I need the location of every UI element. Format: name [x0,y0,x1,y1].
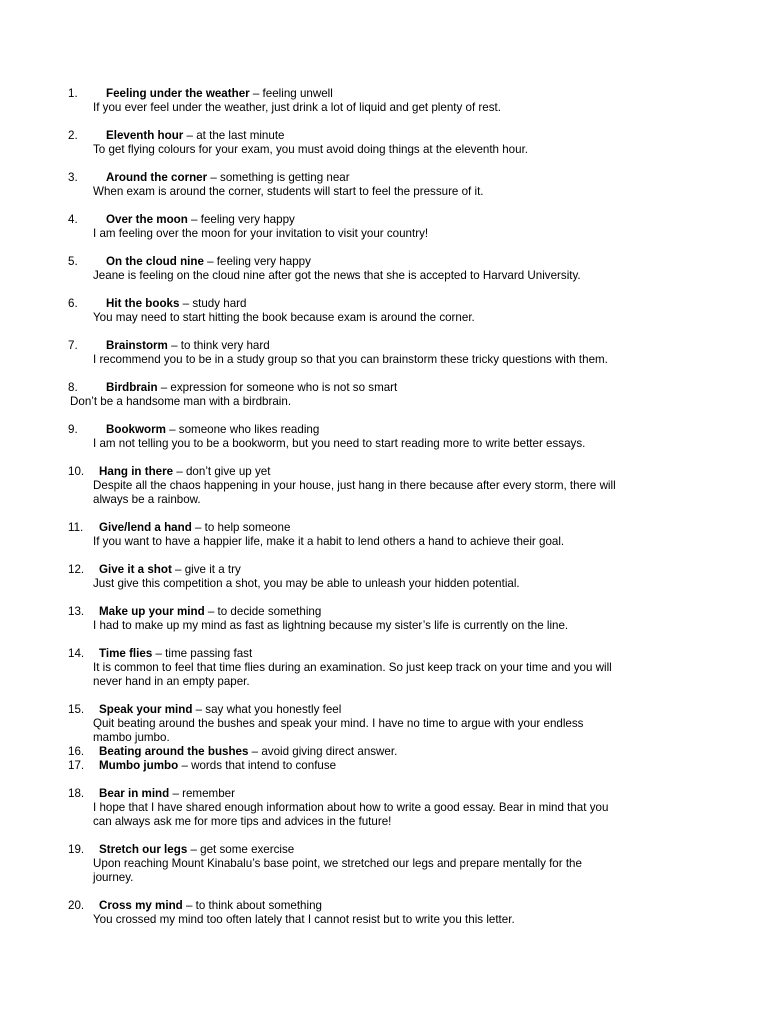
example-sentence: You may need to start hitting the book because exam is around the corner. [93,311,475,324]
example-sentence: If you want to have a happier life, make it a habit to lend others a hand to achieve their goal. [93,535,565,548]
item-heading [99,465,270,479]
item-number: 17. [68,759,85,772]
item-number: 2. [68,129,78,142]
idiom-definition: – feeling very happy [203,255,311,268]
idiom-definition: – to help someone [191,521,291,534]
example-sentence: If you ever feel under the weather, just drink a lot of liquid and get plenty of rest. [93,101,501,114]
item-heading [99,521,290,535]
item-number: 1. [68,87,78,100]
item-number: 10. [68,465,85,478]
item-heading [106,213,295,227]
idiom-definition: – feeling unwell [249,87,333,100]
idiom-term: Hit the books [106,297,180,310]
example-sentence: I am feeling over the moon for your invitation to visit your country! [93,227,429,240]
idiom-term: Give it a shot [99,563,172,576]
idiom-definition: – avoid giving direct answer. [248,745,398,758]
item-heading [99,843,294,857]
item-heading [99,563,241,577]
item-number: 18. [68,787,85,800]
example-sentence: When exam is around the corner, students will start to feel the pressure of it. [93,185,484,198]
item-number: 4. [68,213,78,226]
idiom-term: Cross my mind [99,899,183,912]
idiom-term: Bear in mind [99,787,170,800]
idiom-definition: – remember [169,787,235,800]
item-heading [106,423,319,437]
item-heading [106,87,333,101]
item-number: 13. [68,605,85,618]
example-sentence: I am not telling you to be a bookworm, but you need to start reading more to write better essays. [93,437,586,450]
item-number: 6. [68,297,78,310]
idiom-definition: – give it a try [171,563,241,576]
item-heading [106,255,311,269]
idiom-definition: – words that intend to confuse [178,759,337,772]
item-heading [99,787,235,801]
idiom-term: Birdbrain [106,381,158,394]
idiom-term: Stretch our legs [99,843,188,856]
idiom-term: Time flies [99,647,153,660]
item-number: 7. [68,339,78,352]
item-number: 5. [68,255,78,268]
idiom-term: Eleventh hour [106,129,184,142]
item-number: 14. [68,647,85,660]
idiom-term: Hang in there [99,465,174,478]
item-heading [99,759,336,773]
idiom-term: Make up your mind [99,605,205,618]
idiom-definition: – say what you honestly feel [192,703,342,716]
item-number: 20. [68,899,85,912]
example-sentence: Upon reaching Mount Kinabalu’s base point, we stretched our legs and prepare mentally for the [93,857,582,870]
item-heading [99,703,341,717]
idiom-definition: – feeling very happy [187,213,295,226]
item-heading [99,899,322,913]
item-heading [106,381,397,395]
example-sentence: Just give this competition a shot, you may be able to unleash your hidden potential. [93,577,520,590]
item-heading [99,647,252,661]
idiom-term: Mumbo jumbo [99,759,179,772]
idiom-definition: – get some exercise [187,843,295,856]
item-number: 15. [68,703,85,716]
item-heading [99,605,321,619]
idiom-definition: – something is getting near [207,171,350,184]
item-heading [106,297,246,311]
idiom-definition: – don’t give up yet [173,465,271,478]
idiom-definition: – expression for someone who is not so smart [157,381,398,394]
item-heading [99,745,397,759]
idiom-definition: – study hard [179,297,247,310]
item-heading [106,339,270,353]
idiom-definition: – to think very hard [167,339,270,352]
item-number: 19. [68,843,85,856]
example-sentence: never hand in an empty paper. [93,675,250,688]
example-sentence: To get flying colours for your exam, you must avoid doing things at the eleventh hour. [93,143,529,156]
item-number: 8. [68,381,78,394]
idiom-term: Beating around the bushes [99,745,249,758]
idiom-definition: – to think about something [182,899,322,912]
example-sentence: journey. [93,871,134,884]
idiom-term: Speak your mind [99,703,193,716]
item-number: 12. [68,563,85,576]
item-heading [106,129,285,143]
item-number: 9. [68,423,78,436]
example-sentence: Jeane is feeling on the cloud nine after got the news that she is accepted to Harvard University. [93,269,581,282]
idiom-term: Around the corner [106,171,208,184]
idiom-term: On the cloud nine [106,255,204,268]
idiom-definition: – someone who likes reading [165,423,320,436]
example-sentence: mambo jumbo. [93,731,170,744]
example-sentence: Despite all the chaos happening in your house, just hang in there because after every storm, there will [93,479,616,492]
example-sentence: can always ask me for more tips and advices in the future! [93,815,392,828]
idiom-definition: – time passing fast [152,647,253,660]
idiom-definition: – to decide something [204,605,322,618]
example-sentence: always be a rainbow. [93,493,201,506]
idiom-term: Bookworm [106,423,166,436]
example-sentence: You crossed my mind too often lately that I cannot resist but to write you this letter. [93,913,515,926]
idiom-term: Give/lend a hand [99,521,192,534]
example-sentence: I recommend you to be in a study group so that you can brainstorm these tricky questions with them. [93,353,608,366]
idiom-term: Feeling under the weather [106,87,250,100]
example-sentence: It is common to feel that time flies during an examination. So just keep track on your time and you will [93,661,612,674]
item-number: 3. [68,171,78,184]
example-sentence: Quit beating around the bushes and speak your mind. I have no time to argue with your endless [93,717,584,730]
example-sentence: I had to make up my mind as fast as lightning because my sister’s life is currently on the line. [93,619,569,632]
example-sentence: Don’t be a handsome man with a birdbrain. [70,395,292,408]
item-heading [106,171,350,185]
idiom-definition: – at the last minute [183,129,285,142]
example-sentence: I hope that I have shared enough information about how to write a good essay. Bear in mind that you [93,801,609,814]
item-number: 11. [68,521,84,534]
idiom-term: Brainstorm [106,339,168,352]
idiom-term: Over the moon [106,213,188,226]
item-number: 16. [68,745,85,758]
